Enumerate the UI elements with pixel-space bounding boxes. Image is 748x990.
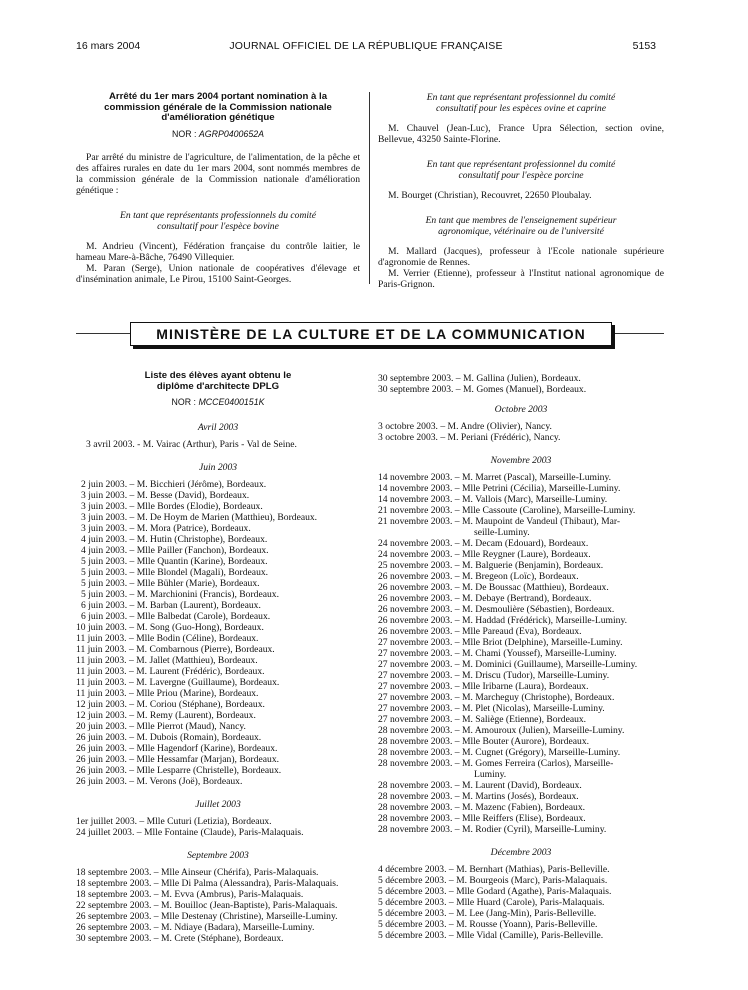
- list-item: 10 juin 2003. – M. Song (Guo-Hong), Bordeaux.: [76, 622, 264, 634]
- entry-name: M. Coriou (Stéphane), Bordeaux.: [136, 699, 265, 711]
- list-item: 24 novembre 2003. – M. Decam (Edouard), Bordeaux.: [378, 538, 589, 549]
- list-item: 11 juin 2003. – M. Combarnous (Pierre), Bordeaux.: [76, 644, 275, 656]
- entry-date: 14 novembre 2003.: [378, 494, 453, 505]
- list-item: 26 juin 2003. – Mlle Lesparre (Christelle), Bordeaux.: [76, 765, 282, 777]
- entry-date: 30 septembre 2003.: [378, 384, 454, 395]
- section-heading: En tant que représentants professionnels du comité consultatif pour l'espèce bovine: [120, 209, 316, 232]
- entry-name: M. Driscu (Tudor), Marseille-Luminy.: [461, 670, 610, 681]
- list-item: 3 juin 2003. – Mlle Bordes (Elodie), Bordeaux.: [76, 501, 360, 512]
- entry-date: 28 novembre 2003.: [378, 802, 453, 813]
- entry-date: 5 juin 2003.: [81, 578, 128, 590]
- entry-name: Mlle Balbedat (Carole), Bordeaux.: [136, 611, 271, 623]
- entry-name: M. Bouilloc (Jean-Baptiste), Paris-Malaquais.: [161, 900, 338, 912]
- entry-date: 3 juin 2003.: [81, 512, 128, 524]
- entry-date: 28 novembre 2003.: [378, 747, 453, 758]
- month-heading: Novembre 2003: [490, 455, 552, 466]
- juin-list: [76, 479, 360, 787]
- entry-date: 27 novembre 2003.: [378, 692, 453, 703]
- entry-name: M. Verons (Joë), Bordeaux.: [136, 776, 243, 788]
- entry-date: 3 juin 2003.: [81, 501, 128, 513]
- entry-date: 10 juin 2003.: [76, 622, 127, 634]
- list-item: 3 octobre 2003. – M. Periani (Frédéric), Nancy.: [378, 432, 561, 443]
- list-item: 30 septembre 2003. – M. Crete (Stéphane), Bordeaux.: [76, 933, 284, 945]
- entry-date: 27 novembre 2003.: [378, 670, 453, 681]
- list-item: 6 juin 2003. – M. Barban (Laurent), Bordeaux.: [76, 600, 360, 611]
- entry-date: 28 novembre 2003.: [378, 758, 453, 769]
- list-item: 26 novembre 2003. – M. De Boussac (Matthieu), Bordeaux.: [378, 582, 609, 593]
- list-item: 26 novembre 2003. – M. Debaye (Bertrand), Bordeaux.: [378, 593, 592, 604]
- member: M. Chauvel (Jean-Luc), France Upra Sélection, section ovine, Bellevue, 43250 Sainte-Florine.: [378, 123, 664, 145]
- entry-date: 26 juin 2003.: [76, 754, 127, 766]
- list-item: 27 novembre 2003. – Mlle Iribarne (Laura), Bordeaux.: [378, 681, 589, 692]
- list-item: 24 novembre 2003. – Mlle Reygner (Laure), Bordeaux.: [378, 549, 591, 560]
- entry-date: 6 juin 2003.: [81, 611, 128, 623]
- entry-name: M. Marcheguy (Christophe), Bordeaux.: [461, 692, 615, 703]
- entry-date: 27 novembre 2003.: [378, 637, 453, 648]
- list-item: 26 novembre 2003. – M. Bregeon (Loïc), Bordeaux.: [378, 571, 579, 582]
- entry-date: 26 novembre 2003.: [378, 582, 453, 593]
- entry-name: M. Andre (Olivier), Nancy.: [447, 421, 552, 432]
- entry-name: Mlle Petrini (Cécilia), Marseille-Luminy.: [461, 483, 621, 494]
- entry-date: 26 septembre 2003.: [76, 922, 152, 934]
- page-number: 5153: [632, 40, 656, 52]
- entry-name: M. Vallois (Marc), Marseille-Luminy.: [461, 494, 608, 505]
- list-item: 3 octobre 2003. – M. Andre (Olivier), Nancy.: [378, 421, 552, 432]
- entry-name: Mlle Bodin (Céline), Bordeaux.: [136, 633, 259, 645]
- list-item: 27 novembre 2003. – M. Saliège (Etienne), Bordeaux.: [378, 714, 587, 725]
- list-item: 27 novembre 2003. – M. Driscu (Tudor), Marseille-Luminy.: [378, 670, 610, 681]
- list-item: 26 septembre 2003. – M. Ndiaye (Badara), Marseille-Luminy.: [76, 922, 315, 934]
- entry-date: 27 novembre 2003.: [378, 659, 453, 670]
- list-item: 11 juin 2003. – M. Laurent (Frédéric), Bordeaux.: [76, 666, 265, 678]
- entry-date: 21 novembre 2003.: [378, 505, 453, 516]
- entry-name: Mlle Bouter (Aurore), Bordeaux.: [461, 736, 590, 747]
- member: M. Bourget (Christian), Recouvret, 22650 Ploubalay.: [388, 190, 592, 201]
- entry-date: 25 novembre 2003.: [378, 560, 453, 571]
- ministry-banner: MINISTÈRE DE LA CULTURE ET DE LA COMMUNICATION: [130, 322, 612, 346]
- list-item: 14 novembre 2003. – M. Vallois (Marc), Marseille-Luminy.: [378, 494, 608, 505]
- entry-name: M. Gomes (Manuel), Bordeaux.: [463, 384, 587, 395]
- entry-name: Mlle Reygner (Laure), Bordeaux.: [461, 549, 591, 560]
- list-item: 6 juin 2003. – Mlle Balbedat (Carole), Bordeaux.: [76, 611, 360, 622]
- entry-name: Mlle Priou (Marine), Bordeaux.: [136, 688, 259, 700]
- list-item: 28 novembre 2003. – M. Amouroux (Julien), Marseille-Luminy.: [378, 725, 625, 736]
- entry-name: M. Periani (Frédéric), Nancy.: [447, 432, 561, 443]
- list-item: 28 novembre 2003. – Mlle Bouter (Aurore), Bordeaux.: [378, 736, 590, 747]
- entry-name: M. De Boussac (Matthieu), Bordeaux.: [461, 582, 609, 593]
- entry-date: 12 juin 2003.: [76, 710, 127, 722]
- entry-name: M. Bicchieri (Jérôme), Bordeaux.: [136, 479, 267, 491]
- entry-name: Mlle Fontaine (Claude), Paris-Malaquais.: [143, 827, 304, 839]
- entry-date: 18 septembre 2003.: [76, 878, 152, 890]
- entry-date: 22 septembre 2003.: [76, 900, 152, 912]
- list-item: 5 juin 2003. – Mlle Blondel (Magali), Bordeaux.: [76, 567, 360, 578]
- entry-date: 24 juillet 2003.: [76, 827, 135, 839]
- member: M. Paran (Serge), Union nationale de coopératives d'élevage et d'insémination animale, Le Pirou, 15100 Saint-Georges.: [76, 262, 360, 285]
- decembre-list: [378, 864, 664, 941]
- list-item: 26 juin 2003. – Mlle Hessamfar (Marjan), Bordeaux.: [76, 754, 280, 766]
- entry-name: M. Dubois (Romain), Bordeaux.: [136, 732, 262, 744]
- header-date: 16 mars 2004: [76, 40, 141, 52]
- entry-date: 26 septembre 2003.: [76, 911, 152, 923]
- entry-date: 5 décembre 2003.: [378, 919, 447, 930]
- entry-date: 24 novembre 2003.: [378, 538, 453, 549]
- entry-name: M. De Hoym de Marien (Matthieu), Bordeaux.: [136, 512, 318, 524]
- list-item: 12 juin 2003. – M. Coriou (Stéphane), Bordeaux.: [76, 699, 265, 711]
- entry-name: Mlle Iribarne (Laura), Bordeaux.: [461, 681, 589, 692]
- entry-name: M. Ndiaye (Badara), Marseille-Luminy.: [161, 922, 315, 934]
- entry-name: M. Lee (Jang-Min), Paris-Belleville.: [456, 908, 597, 919]
- entry-date: 5 juin 2003.: [81, 556, 128, 568]
- entry-name: Mlle Di Palma (Alessandra), Paris-Malaquais.: [161, 878, 339, 890]
- list-item: 30 septembre 2003. – M. Gallina (Julien), Bordeaux.: [378, 373, 581, 384]
- entry-date: 27 novembre 2003.: [378, 714, 453, 725]
- list-item: 1er juillet 2003. – Mlle Cuturi (Letizia), Bordeaux.: [76, 816, 272, 828]
- entry-date: 3 juin 2003.: [81, 490, 128, 502]
- list-item: 27 novembre 2003. – M. Chami (Youssef), Marseille-Luminy.: [378, 648, 617, 659]
- entry-date: 21 novembre 2003.: [378, 516, 453, 527]
- list-item: 24 juillet 2003. – Mlle Fontaine (Claude), Paris-Malaquais.: [76, 827, 304, 839]
- liste-nor: NOR : MCCE0400151K: [171, 397, 265, 408]
- list-item: 21 novembre 2003. – M. Maupoint de Vandeul (Thibaut), Mar-: [378, 516, 621, 527]
- entry-date: 28 novembre 2003.: [378, 725, 453, 736]
- arrete-nor: NOR : AGRP0400652A: [172, 128, 264, 139]
- entry-name: Mlle Pierrot (Maud), Nancy.: [136, 721, 246, 733]
- entry-name: M. Mora (Patrice), Bordeaux.: [136, 523, 251, 535]
- entry-name: M. Dominici (Guillaume), Marseille-Luminy.: [461, 659, 638, 670]
- entry-date: 27 novembre 2003.: [378, 648, 453, 659]
- arrete-right-column: [378, 92, 664, 290]
- list-item: 26 septembre 2003. – Mlle Destenay (Christine), Marseille-Luminy.: [76, 911, 338, 923]
- entry-date: 18 septembre 2003.: [76, 889, 152, 901]
- member: M. Mallard (Jacques), professeur à l'Ecole nationale supérieure d'agronomie de Rennes.: [378, 246, 664, 268]
- septembre-list: [76, 867, 360, 944]
- section-heading: En tant que membres de l'enseignement supérieur agronomique, vétérinaire ou de l'université: [425, 215, 617, 237]
- entry-name: M. Saliège (Etienne), Bordeaux.: [461, 714, 587, 725]
- entry-date: 28 novembre 2003.: [378, 824, 453, 835]
- list-item: 5 juin 2003. – Mlle Bühler (Marie), Bordeaux.: [76, 578, 360, 589]
- arrete-left-column: [76, 92, 360, 285]
- list-item: 28 novembre 2003. – M. Cugnet (Grégory), Marseille-Luminy.: [378, 747, 621, 758]
- entry-name: Mlle Pareaud (Eva), Bordeaux.: [461, 626, 582, 637]
- octobre-list: [378, 421, 664, 443]
- list-item: 5 décembre 2003. – M. Lee (Jang-Min), Paris-Belleville.: [378, 908, 597, 919]
- entry-date: 26 novembre 2003.: [378, 626, 453, 637]
- arrete-intro: Par arrêté du ministre de l'agriculture, de l'alimentation, de la pêche et des affaires rurales en date du 1er mars 2004, sont nommés membres de la commission générale de la Commission nationale d'amélioration génétique :: [76, 151, 360, 196]
- journal-title: JOURNAL OFFICIEL DE LA RÉPUBLIQUE FRANÇAISE: [229, 40, 503, 52]
- entry-name: M. Rousse (Yoann), Paris-Belleville.: [456, 919, 598, 930]
- entry-date: 28 novembre 2003.: [378, 791, 453, 802]
- entry-name: M. Bernhart (Mathias), Paris-Belleville.: [456, 864, 610, 875]
- entry-name: M. Hutin (Christophe), Bordeaux.: [136, 534, 268, 546]
- list-item: 4 juin 2003. – M. Hutin (Christophe), Bordeaux.: [76, 534, 360, 545]
- list-item: 27 novembre 2003. – M. Marcheguy (Christophe), Bordeaux.: [378, 692, 615, 703]
- entry-date: 26 novembre 2003.: [378, 593, 453, 604]
- entry-date: 11 juin 2003.: [76, 644, 127, 656]
- entry-date: 5 juin 2003.: [81, 567, 128, 579]
- list-item: 26 novembre 2003. – M. Desmoulière (Sébastien), Bordeaux.: [378, 604, 615, 615]
- list-item: 5 juin 2003. – Mlle Quantin (Karine), Bordeaux.: [76, 556, 360, 567]
- entry-name: M. Crete (Stéphane), Bordeaux.: [161, 933, 284, 945]
- list-item: 27 novembre 2003. – M. Plet (Nicolas), Marseille-Luminy.: [378, 703, 605, 714]
- entry-name: M. Song (Guo-Hong), Bordeaux.: [136, 622, 264, 634]
- entry-name: Mlle Destenay (Christine), Marseille-Luminy.: [161, 911, 338, 923]
- entry-name: M. Barban (Laurent), Bordeaux.: [136, 600, 261, 612]
- list-item: 26 juin 2003. – M. Dubois (Romain), Bordeaux.: [76, 732, 262, 744]
- entry-date: 28 novembre 2003.: [378, 780, 453, 791]
- entry-name: M. Haddad (Frédérick), Marseille-Luminy.: [461, 615, 628, 626]
- entry-date: 30 septembre 2003.: [378, 373, 454, 384]
- list-item: 25 novembre 2003. – M. Balguerie (Benjamin), Bordeaux.: [378, 560, 604, 571]
- entry-name: Mlle Huard (Carole), Paris-Malaquais.: [456, 897, 605, 908]
- entry-name: M. Besse (David), Bordeaux.: [136, 490, 250, 502]
- entry-date: 11 juin 2003.: [76, 688, 127, 700]
- entry-date: 4 juin 2003.: [81, 545, 128, 557]
- entry-name: M. Desmoulière (Sébastien), Bordeaux.: [461, 604, 615, 615]
- member: M. Andrieu (Vincent), Fédération française du contrôle laitier, le hameau Mare-à-Bâche, 76490 Villequier.: [76, 240, 360, 263]
- month-heading: Octobre 2003: [494, 404, 548, 415]
- entry-continuation: Luminy.: [474, 769, 507, 780]
- entry-date: 26 novembre 2003.: [378, 571, 453, 582]
- list-item: 14 novembre 2003. – Mlle Petrini (Cécilia), Marseille-Luminy.: [378, 483, 621, 494]
- list-item: 26 juin 2003. – Mlle Hagendorf (Karine), Bordeaux.: [76, 743, 278, 755]
- column-divider: [369, 92, 370, 284]
- entry-name: M. Decam (Edouard), Bordeaux.: [461, 538, 589, 549]
- entry-name: M. Lavergne (Guillaume), Bordeaux.: [136, 677, 280, 689]
- list-item: 18 septembre 2003. – Mlle Ainseur (Chérifa), Paris-Malaquais.: [76, 867, 319, 879]
- entry-name: Mlle Pailler (Fanchon), Bordeaux.: [136, 545, 269, 557]
- entry-name: M. Bourgeois (Marc), Paris-Malaquais.: [456, 875, 608, 886]
- list-item: 5 juin 2003. – M. Marchionini (Francis), Bordeaux.: [76, 589, 360, 600]
- entry-name: Mlle Blondel (Magali), Bordeaux.: [136, 567, 269, 579]
- list-item: 4 juin 2003. – Mlle Pailler (Fanchon), Bordeaux.: [76, 545, 360, 556]
- list-item: 3 juin 2003. – M. De Hoym de Marien (Matthieu), Bordeaux.: [76, 512, 360, 523]
- entry-name: M. Debaye (Bertrand), Bordeaux.: [461, 593, 592, 604]
- entry-name: M. Jallet (Matthieu), Bordeaux.: [136, 655, 258, 667]
- entry-date: 11 juin 2003.: [76, 633, 127, 645]
- list-item: 5 décembre 2003. – Mlle Huard (Carole), Paris-Malaquais.: [378, 897, 605, 908]
- month-heading: Juin 2003: [198, 462, 238, 474]
- entry-name: M. Laurent (David), Bordeaux.: [461, 780, 582, 791]
- list-item: 11 juin 2003. – M. Lavergne (Guillaume), Bordeaux.: [76, 677, 280, 689]
- list-item: 28 novembre 2003. – M. Martins (Josés), Bordeaux.: [378, 791, 579, 802]
- month-heading: Décembre 2003: [490, 847, 552, 858]
- liste-title: Liste des élèves ayant obtenu le diplôme d'architecte DPLG: [144, 370, 292, 392]
- entry-name: M. Remy (Laurent), Bordeaux.: [136, 710, 256, 722]
- list-item: 27 novembre 2003. – M. Dominici (Guillaume), Marseille-Luminy.: [378, 659, 638, 670]
- entry-name: Mlle Lesparre (Christelle), Bordeaux.: [136, 765, 282, 777]
- entry-date: 5 juin 2003.: [81, 589, 128, 601]
- entry-date: 26 novembre 2003.: [378, 615, 453, 626]
- entry-date: 27 novembre 2003.: [378, 703, 453, 714]
- entry-name: M. Marret (Pascal), Marseille-Luminy.: [461, 472, 612, 483]
- entry-date: 5 décembre 2003.: [378, 886, 447, 897]
- entry-date: 1er juillet 2003.: [76, 816, 138, 828]
- list-item: 27 novembre 2003. – Mlle Briot (Delphine), Marseille-Luminy.: [378, 637, 623, 648]
- entry-date: 18 septembre 2003.: [76, 867, 152, 879]
- liste-left-column: [76, 371, 360, 944]
- entry-name: Mlle Bühler (Marie), Bordeaux.: [136, 578, 260, 590]
- entry-name: M. Combarnous (Pierre), Bordeaux.: [136, 644, 275, 656]
- list-item: 5 décembre 2003. – M. Bourgeois (Marc), Paris-Malaquais.: [378, 875, 608, 886]
- list-item: 11 juin 2003. – Mlle Priou (Marine), Bordeaux.: [76, 688, 259, 700]
- entry-date: 5 décembre 2003.: [378, 908, 447, 919]
- list-item: 26 novembre 2003. – M. Haddad (Frédérick), Marseille-Luminy.: [378, 615, 628, 626]
- list-item: 14 novembre 2003. – M. Marret (Pascal), Marseille-Luminy.: [378, 472, 612, 483]
- entry-date: 2 juin 2003.: [81, 479, 128, 491]
- entry-date: 14 novembre 2003.: [378, 472, 453, 483]
- entry-name: M. Cugnet (Grégory), Marseille-Luminy.: [461, 747, 621, 758]
- entry-date: 28 novembre 2003.: [378, 813, 453, 824]
- entry-name: M. Chami (Youssef), Marseille-Luminy.: [461, 648, 617, 659]
- entry-name: Mlle Bordes (Elodie), Bordeaux.: [136, 501, 263, 513]
- list-item: 28 novembre 2003. – M. Gomes Ferreira (Carlos), Marseille-: [378, 758, 614, 769]
- entry-name: Mlle Hessamfar (Marjan), Bordeaux.: [136, 754, 280, 766]
- section-heading: En tant que représentant professionnel du comité consultatif pour l'espèce porcine: [426, 159, 616, 181]
- list-item: 11 juin 2003. – Mlle Bodin (Céline), Bordeaux.: [76, 633, 259, 645]
- list-item: 26 novembre 2003. – Mlle Pareaud (Eva), Bordeaux.: [378, 626, 582, 637]
- entry-name: M. Martins (Josés), Bordeaux.: [461, 791, 579, 802]
- entry-name: M. Gomes Ferreira (Carlos), Marseille-: [461, 758, 614, 769]
- entry-name: Mlle Cuturi (Letizia), Bordeaux.: [146, 816, 272, 828]
- novembre-list: [378, 472, 664, 835]
- member: M. Verrier (Etienne), professeur à l'Institut national agronomique de Paris-Grignon.: [378, 268, 664, 290]
- entry-name: Mlle Briot (Delphine), Marseille-Luminy.: [461, 637, 623, 648]
- entry-name: Mlle Quantin (Karine), Bordeaux.: [136, 556, 268, 568]
- list-item: 3 juin 2003. – M. Besse (David), Bordeaux.: [76, 490, 360, 501]
- list-item: 20 juin 2003. – Mlle Pierrot (Maud), Nancy.: [76, 721, 246, 733]
- entry-name: M. Bregeon (Loïc), Bordeaux.: [461, 571, 579, 582]
- list-item: 28 novembre 2003. – Mlle Reiffers (Elise), Bordeaux.: [378, 813, 586, 824]
- entry-name: M. Evva (Ambrus), Paris-Malaquais.: [161, 889, 304, 901]
- month-heading: Juillet 2003: [195, 799, 241, 811]
- month-heading: Avril 2003: [197, 422, 239, 434]
- list-item: 2 juin 2003. – M. Bicchieri (Jérôme), Bordeaux.: [76, 479, 360, 490]
- entry-date: 20 juin 2003.: [76, 721, 127, 733]
- list-item: 12 juin 2003. – M. Remy (Laurent), Bordeaux.: [76, 710, 256, 722]
- entry-date: 11 juin 2003.: [76, 655, 127, 667]
- entry-date: 14 novembre 2003.: [378, 483, 453, 494]
- entry-name: M. Laurent (Frédéric), Bordeaux.: [136, 666, 265, 678]
- septembre-list-continued: [378, 373, 664, 395]
- entry-name: Mlle Hagendorf (Karine), Bordeaux.: [136, 743, 278, 755]
- entry-date: 26 juin 2003.: [76, 743, 127, 755]
- entry-date: 4 décembre 2003.: [378, 864, 447, 875]
- list-item: 5 décembre 2003. – M. Rousse (Yoann), Paris-Belleville.: [378, 919, 598, 930]
- arrete-title: Arrêté du 1er mars 2004 portant nomination à la commission générale de la Commission nationale d'amélioration génétique: [104, 91, 332, 124]
- entry-name: Mlle Vidal (Camille), Paris-Belleville.: [456, 930, 604, 941]
- list-item: 26 juin 2003. – M. Verons (Joë), Bordeaux.: [76, 776, 243, 788]
- page-header: [76, 40, 656, 54]
- entry-date: 11 juin 2003.: [76, 666, 127, 678]
- entry-name: M. Amouroux (Julien), Marseille-Luminy.: [461, 725, 625, 736]
- entry-name: M. Balguerie (Benjamin), Bordeaux.: [461, 560, 604, 571]
- entry-name: M. Marchionini (Francis), Bordeaux.: [136, 589, 279, 601]
- entry-name: M. Mazenc (Fabien), Bordeaux.: [461, 802, 586, 813]
- entry-date: 26 juin 2003.: [76, 776, 127, 788]
- entry-date: 4 juin 2003.: [81, 534, 128, 546]
- entry-date: 5 décembre 2003.: [378, 875, 447, 886]
- list-item: 11 juin 2003. – M. Jallet (Matthieu), Bordeaux.: [76, 655, 258, 667]
- entry-date: 27 novembre 2003.: [378, 681, 453, 692]
- entry-date: 28 novembre 2003.: [378, 736, 453, 747]
- entry-name: M. Rodier (Cyril), Marseille-Luminy.: [461, 824, 607, 835]
- entry-date: 3 octobre 2003.: [378, 421, 438, 432]
- list-item: 5 décembre 2003. – Mlle Vidal (Camille), Paris-Belleville.: [378, 930, 604, 941]
- entry-date: 11 juin 2003.: [76, 677, 127, 689]
- entry-date: 5 décembre 2003.: [378, 930, 447, 941]
- entry-name: M. Maupoint de Vandeul (Thibaut), Mar-: [461, 516, 621, 527]
- list-item: 28 novembre 2003. – M. Laurent (David), Bordeaux.: [378, 780, 582, 791]
- list-item: 3 avril 2003. - M. Vairac (Arthur), Paris - Val de Seine.: [86, 439, 297, 451]
- list-item: 28 novembre 2003. – M. Mazenc (Fabien), Bordeaux.: [378, 802, 586, 813]
- entry-date: 26 juin 2003.: [76, 765, 127, 777]
- juillet-list: [76, 816, 360, 838]
- list-item: 22 septembre 2003. – M. Bouilloc (Jean-Baptiste), Paris-Malaquais.: [76, 900, 338, 912]
- entry-name: M. Gallina (Julien), Bordeaux.: [463, 373, 581, 384]
- list-item: 28 novembre 2003. – M. Rodier (Cyril), Marseille-Luminy.: [378, 824, 607, 835]
- entry-date: 24 novembre 2003.: [378, 549, 453, 560]
- month-heading: Septembre 2003: [187, 850, 249, 862]
- entry-date: 26 novembre 2003.: [378, 604, 453, 615]
- list-item: 3 juin 2003. – M. Mora (Patrice), Bordeaux.: [76, 523, 360, 534]
- list-item: 5 décembre 2003. – Mlle Godard (Agathe), Paris-Malaquais.: [378, 886, 612, 897]
- entry-date: 3 octobre 2003.: [378, 432, 438, 443]
- entry-date: 3 juin 2003.: [81, 523, 128, 535]
- entry-continuation: seille-Luminy.: [474, 527, 530, 538]
- list-item: 30 septembre 2003. – M. Gomes (Manuel), Bordeaux.: [378, 384, 587, 395]
- entry-date: 5 décembre 2003.: [378, 897, 447, 908]
- entry-date: 26 juin 2003.: [76, 732, 127, 744]
- entry-name: Mlle Cassoute (Caroline), Marseille-Luminy.: [461, 505, 636, 516]
- entry-date: 12 juin 2003.: [76, 699, 127, 711]
- entry-name: Mlle Godard (Agathe), Paris-Malaquais.: [456, 886, 612, 897]
- entry-name: Mlle Reiffers (Elise), Bordeaux.: [461, 813, 586, 824]
- liste-right-column: [378, 373, 664, 941]
- entry-name: M. Plet (Nicolas), Marseille-Luminy.: [461, 703, 605, 714]
- list-item: 21 novembre 2003. – Mlle Cassoute (Caroline), Marseille-Luminy.: [378, 505, 636, 516]
- list-item: 18 septembre 2003. – M. Evva (Ambrus), Paris-Malaquais.: [76, 889, 304, 901]
- entry-date: 6 juin 2003.: [81, 600, 128, 612]
- section-heading: En tant que représentant professionnel du comité consultatif pour les espèces ovine et caprine: [426, 92, 616, 114]
- entry-name: Mlle Ainseur (Chérifa), Paris-Malaquais.: [161, 867, 319, 879]
- entry-date: 30 septembre 2003.: [76, 933, 152, 945]
- list-item: 18 septembre 2003. – Mlle Di Palma (Alessandra), Paris-Malaquais.: [76, 878, 339, 890]
- list-item: 4 décembre 2003. – M. Bernhart (Mathias), Paris-Belleville.: [378, 864, 610, 875]
